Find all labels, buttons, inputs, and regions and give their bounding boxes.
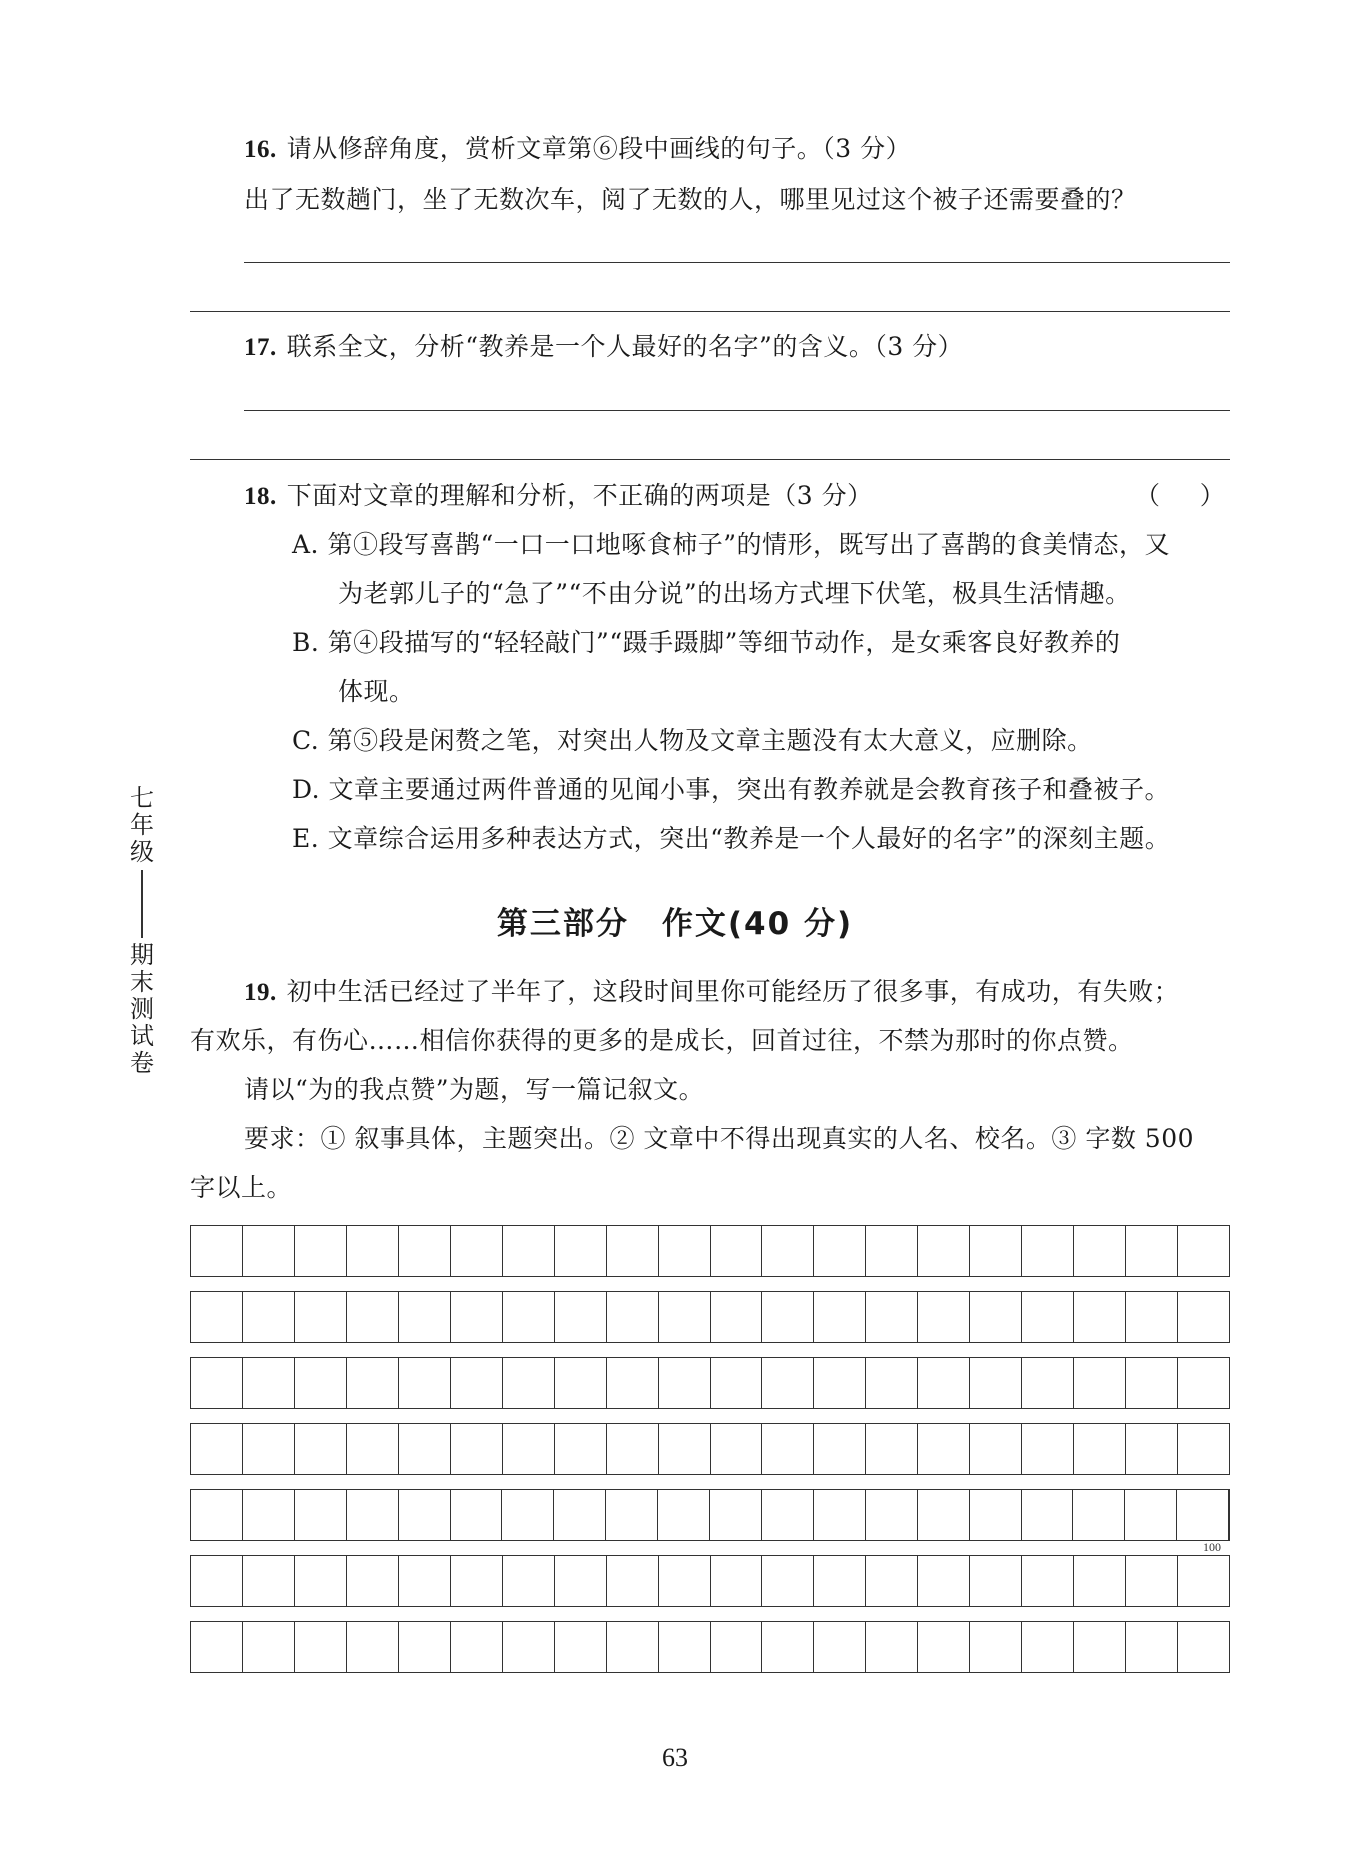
grid-cell[interactable] bbox=[399, 1490, 451, 1540]
grid-cell[interactable] bbox=[191, 1622, 243, 1672]
grid-cell[interactable] bbox=[1074, 1424, 1126, 1474]
grid-row bbox=[190, 1291, 1230, 1343]
grid-cell[interactable] bbox=[503, 1424, 555, 1474]
side-label-exam: 期末测试卷 bbox=[130, 941, 154, 1077]
q19-line-2: 有欢乐，有伤心……相信你获得的更多的是成长，回首过往，不禁为那时的你点赞。 bbox=[190, 1026, 1134, 1055]
grid-row bbox=[190, 1621, 1230, 1673]
grid-cell[interactable] bbox=[347, 1226, 399, 1276]
grid-cell[interactable] bbox=[399, 1424, 451, 1474]
grid-cell[interactable] bbox=[503, 1358, 555, 1408]
grid-cell[interactable] bbox=[451, 1424, 503, 1474]
grid-cell[interactable] bbox=[918, 1358, 970, 1408]
grid-cell[interactable] bbox=[814, 1424, 866, 1474]
grid-cell[interactable] bbox=[503, 1292, 555, 1342]
grid-cell[interactable] bbox=[347, 1622, 399, 1672]
grid-cell[interactable] bbox=[866, 1424, 918, 1474]
grid-cell[interactable] bbox=[555, 1358, 607, 1408]
grid-cell[interactable] bbox=[970, 1226, 1022, 1276]
grid-cell[interactable] bbox=[659, 1622, 711, 1672]
grid-cell[interactable] bbox=[762, 1424, 814, 1474]
grid-cell[interactable] bbox=[555, 1424, 607, 1474]
grid-cell[interactable] bbox=[866, 1358, 918, 1408]
grid-cell[interactable] bbox=[607, 1226, 659, 1276]
grid-cell[interactable] bbox=[502, 1490, 554, 1540]
grid-cell[interactable] bbox=[711, 1556, 763, 1606]
q18-option-a-line1[interactable]: A. 第①段写喜鹊“一口一口地啄食柿子”的情形，既写出了喜鹊的食美情态，又 bbox=[292, 530, 1171, 559]
q19-requirements: 要求：① 叙事具体，主题突出。② 文章中不得出现真实的人名、校名。③ 字数 500 bbox=[244, 1124, 1195, 1153]
q18-prompt bbox=[244, 479, 873, 514]
grid-cell[interactable] bbox=[347, 1424, 399, 1474]
grid-cell[interactable] bbox=[1074, 1226, 1126, 1276]
grid-cell[interactable] bbox=[295, 1490, 347, 1540]
grid-cell[interactable] bbox=[399, 1226, 451, 1276]
grid-cell[interactable] bbox=[659, 1226, 711, 1276]
grid-cell[interactable] bbox=[918, 1622, 970, 1672]
q19-line-1-text: 初中生活已经过了半年了，这段时间里你可能经历了很多事，有成功，有失败； bbox=[286, 977, 1180, 1006]
grid-cell[interactable] bbox=[1074, 1292, 1126, 1342]
grid-cell[interactable] bbox=[1126, 1556, 1178, 1606]
grid-cell[interactable] bbox=[243, 1292, 295, 1342]
grid-cell[interactable] bbox=[555, 1622, 607, 1672]
grid-cell[interactable] bbox=[1178, 1556, 1229, 1606]
grid-cell[interactable] bbox=[918, 1424, 970, 1474]
grid-cell[interactable] bbox=[243, 1226, 295, 1276]
grid-cell[interactable] bbox=[606, 1490, 658, 1540]
grid-cell[interactable] bbox=[970, 1556, 1022, 1606]
grid-cell[interactable] bbox=[243, 1622, 295, 1672]
q17-number: 17. bbox=[244, 334, 277, 361]
grid-cell[interactable] bbox=[1177, 1490, 1229, 1540]
grid-cell[interactable] bbox=[814, 1556, 866, 1606]
grid-cell[interactable] bbox=[451, 1490, 503, 1540]
grid-cell[interactable] bbox=[347, 1292, 399, 1342]
grid-cell[interactable] bbox=[191, 1424, 243, 1474]
q18-option-d[interactable]: D. 文章主要通过两件普通的见闻小事，突出有教养就是会教育孩子和叠被子。 bbox=[292, 775, 1171, 804]
grid-cell[interactable] bbox=[814, 1226, 866, 1276]
grid-cell[interactable] bbox=[451, 1622, 503, 1672]
grid-cell[interactable] bbox=[762, 1358, 814, 1408]
grid-cell[interactable] bbox=[711, 1358, 763, 1408]
grid-cell[interactable] bbox=[1022, 1358, 1074, 1408]
q16-answer-line-1[interactable] bbox=[244, 262, 1230, 263]
grid-cell[interactable] bbox=[503, 1226, 555, 1276]
grid-cell[interactable] bbox=[451, 1292, 503, 1342]
grid-cell[interactable] bbox=[866, 1226, 918, 1276]
grid-cell[interactable] bbox=[607, 1292, 659, 1342]
grid-cell[interactable] bbox=[711, 1622, 763, 1672]
q17-answer-line-1[interactable] bbox=[244, 410, 1230, 411]
grid-cell[interactable] bbox=[243, 1358, 295, 1408]
q18-option-e[interactable]: E. 文章综合运用多种表达方式，突出“教养是一个人最好的名字”的深刻主题。 bbox=[292, 824, 1171, 853]
grid-cell[interactable] bbox=[970, 1622, 1022, 1672]
q18-option-a-line2: 为老郭儿子的“急了”“不由分说”的出场方式埋下伏笔，极具生活情趣。 bbox=[338, 579, 1131, 608]
grid-cell[interactable] bbox=[1125, 1490, 1177, 1540]
grid-cell[interactable] bbox=[451, 1556, 503, 1606]
grid-cell[interactable] bbox=[710, 1490, 762, 1540]
q18-option-b-line2: 体现。 bbox=[338, 677, 415, 706]
grid-cell[interactable] bbox=[1074, 1556, 1126, 1606]
grid-cell[interactable] bbox=[814, 1292, 866, 1342]
grid-cell[interactable] bbox=[762, 1292, 814, 1342]
grid-cell[interactable] bbox=[503, 1622, 555, 1672]
grid-cell[interactable] bbox=[607, 1556, 659, 1606]
grid-cell[interactable] bbox=[243, 1556, 295, 1606]
grid-cell[interactable] bbox=[607, 1622, 659, 1672]
grid-cell[interactable] bbox=[554, 1490, 606, 1540]
q17-prompt-text: 联系全文，分析“教养是一个人最好的名字”的含义。（3 分） bbox=[286, 332, 964, 361]
grid-cell[interactable] bbox=[1178, 1622, 1229, 1672]
grid-cell[interactable] bbox=[970, 1424, 1022, 1474]
grid-cell[interactable] bbox=[607, 1424, 659, 1474]
grid-cell[interactable] bbox=[970, 1490, 1022, 1540]
grid-cell[interactable] bbox=[295, 1292, 347, 1342]
grid-row bbox=[190, 1555, 1230, 1607]
grid-cell[interactable] bbox=[659, 1424, 711, 1474]
grid-cell[interactable] bbox=[503, 1556, 555, 1606]
grid-cell[interactable] bbox=[191, 1358, 243, 1408]
page-number: 63 bbox=[662, 1743, 688, 1772]
grid-cell[interactable] bbox=[866, 1556, 918, 1606]
grid-cell[interactable] bbox=[970, 1292, 1022, 1342]
grid-cell[interactable] bbox=[555, 1556, 607, 1606]
q18-number: 18. bbox=[244, 483, 277, 510]
q18-option-b-line1[interactable]: B. 第④段描写的“轻轻敲门”“蹑手蹑脚”等细节动作，是女乘客良好教养的 bbox=[292, 628, 1121, 657]
q17-prompt bbox=[244, 330, 963, 365]
q16-number: 16. bbox=[244, 136, 277, 163]
grid-cell[interactable] bbox=[1022, 1292, 1074, 1342]
grid-cell[interactable] bbox=[1178, 1226, 1229, 1276]
grid-cell[interactable] bbox=[918, 1292, 970, 1342]
grid-cell[interactable] bbox=[866, 1490, 918, 1540]
q16-prompt-text: 请从修辞角度，赏析文章第⑥段中画线的句子。（3 分） bbox=[286, 134, 912, 163]
section-title: 第三部分 作文(40 分) bbox=[496, 906, 854, 942]
grid-cell[interactable] bbox=[451, 1358, 503, 1408]
grid-cell[interactable] bbox=[1126, 1292, 1178, 1342]
q19-topic: 请以“为的我点赞”为题，写一篇记叙文。 bbox=[244, 1075, 705, 1104]
q16-prompt bbox=[244, 132, 911, 167]
grid-row bbox=[190, 1357, 1230, 1409]
grid-cell[interactable] bbox=[295, 1622, 347, 1672]
word-count-marker: 100 bbox=[1203, 1540, 1221, 1554]
grid-cell[interactable] bbox=[555, 1226, 607, 1276]
grid-cell[interactable] bbox=[1126, 1424, 1178, 1474]
grid-cell[interactable] bbox=[399, 1556, 451, 1606]
grid-cell[interactable] bbox=[762, 1490, 814, 1540]
q18-prompt-text: 下面对文章的理解和分析，不正确的两项是（3 分） bbox=[286, 481, 873, 510]
grid-cell[interactable] bbox=[1126, 1358, 1178, 1408]
grid-cell[interactable] bbox=[451, 1226, 503, 1276]
grid-cell[interactable] bbox=[1022, 1556, 1074, 1606]
grid-cell[interactable] bbox=[1022, 1424, 1074, 1474]
side-label-grade: 七年级 bbox=[130, 784, 154, 866]
grid-cell[interactable] bbox=[711, 1292, 763, 1342]
grid-cell[interactable] bbox=[1022, 1226, 1074, 1276]
grid-cell[interactable] bbox=[762, 1556, 814, 1606]
grid-cell[interactable] bbox=[555, 1292, 607, 1342]
grid-cell[interactable] bbox=[970, 1358, 1022, 1408]
q17-answer-line-2[interactable] bbox=[190, 459, 1230, 460]
grid-cell[interactable] bbox=[347, 1358, 399, 1408]
grid-cell[interactable] bbox=[191, 1226, 243, 1276]
writing-grid[interactable] bbox=[190, 1225, 1230, 1687]
grid-cell[interactable] bbox=[1178, 1358, 1229, 1408]
grid-cell[interactable] bbox=[1126, 1226, 1178, 1276]
q18-option-c[interactable]: C. 第⑤段是闲赘之笔，对突出人物及文章主题没有太大意义，应删除。 bbox=[292, 726, 1093, 755]
q16-quote: 出了无数趟门，坐了无数次车，阅了无数的人，哪里见过这个被子还需要叠的？ bbox=[244, 185, 1137, 214]
grid-cell[interactable] bbox=[814, 1358, 866, 1408]
grid-cell[interactable] bbox=[399, 1358, 451, 1408]
grid-cell[interactable] bbox=[918, 1490, 970, 1540]
q18-answer-bracket[interactable]: （ ） bbox=[1135, 481, 1225, 510]
grid-cell[interactable] bbox=[1178, 1292, 1229, 1342]
grid-cell[interactable] bbox=[1178, 1424, 1229, 1474]
grid-cell[interactable] bbox=[1074, 1358, 1126, 1408]
grid-cell[interactable] bbox=[1126, 1622, 1178, 1672]
grid-cell[interactable] bbox=[295, 1358, 347, 1408]
q19-line-1 bbox=[244, 975, 1179, 1010]
q19-number: 19. bbox=[244, 979, 277, 1006]
grid-cell[interactable] bbox=[866, 1292, 918, 1342]
grid-cell[interactable] bbox=[347, 1556, 399, 1606]
grid-cell[interactable] bbox=[1022, 1490, 1074, 1540]
grid-row bbox=[190, 1225, 1230, 1277]
grid-cell[interactable] bbox=[243, 1490, 295, 1540]
grid-cell[interactable] bbox=[1074, 1622, 1126, 1672]
grid-cell[interactable] bbox=[814, 1490, 866, 1540]
grid-row bbox=[190, 1423, 1230, 1475]
grid-cell[interactable] bbox=[658, 1490, 710, 1540]
grid-cell[interactable] bbox=[191, 1556, 243, 1606]
q16-answer-line-2[interactable] bbox=[190, 311, 1230, 312]
grid-cell[interactable] bbox=[918, 1226, 970, 1276]
grid-cell[interactable] bbox=[1073, 1490, 1125, 1540]
grid-cell[interactable] bbox=[295, 1424, 347, 1474]
grid-cell[interactable] bbox=[814, 1622, 866, 1672]
grid-cell[interactable] bbox=[866, 1622, 918, 1672]
grid-cell[interactable] bbox=[711, 1226, 763, 1276]
grid-cell[interactable] bbox=[762, 1622, 814, 1672]
grid-cell[interactable] bbox=[659, 1292, 711, 1342]
grid-cell[interactable] bbox=[295, 1556, 347, 1606]
grid-cell[interactable] bbox=[399, 1622, 451, 1672]
grid-cell[interactable] bbox=[1022, 1622, 1074, 1672]
q19-requirements-cont: 字以上。 bbox=[190, 1173, 293, 1202]
grid-cell[interactable] bbox=[399, 1292, 451, 1342]
grid-cell[interactable] bbox=[191, 1490, 243, 1540]
grid-cell[interactable] bbox=[191, 1292, 243, 1342]
grid-cell[interactable] bbox=[918, 1556, 970, 1606]
grid-cell[interactable] bbox=[659, 1358, 711, 1408]
grid-cell[interactable] bbox=[659, 1556, 711, 1606]
grid-cell[interactable] bbox=[347, 1490, 399, 1540]
grid-row bbox=[190, 1489, 1230, 1554]
grid-cell[interactable] bbox=[295, 1226, 347, 1276]
grid-cell[interactable] bbox=[762, 1226, 814, 1276]
grid-cell[interactable] bbox=[607, 1358, 659, 1408]
grid-cell[interactable] bbox=[243, 1424, 295, 1474]
grid-cell[interactable] bbox=[711, 1424, 763, 1474]
